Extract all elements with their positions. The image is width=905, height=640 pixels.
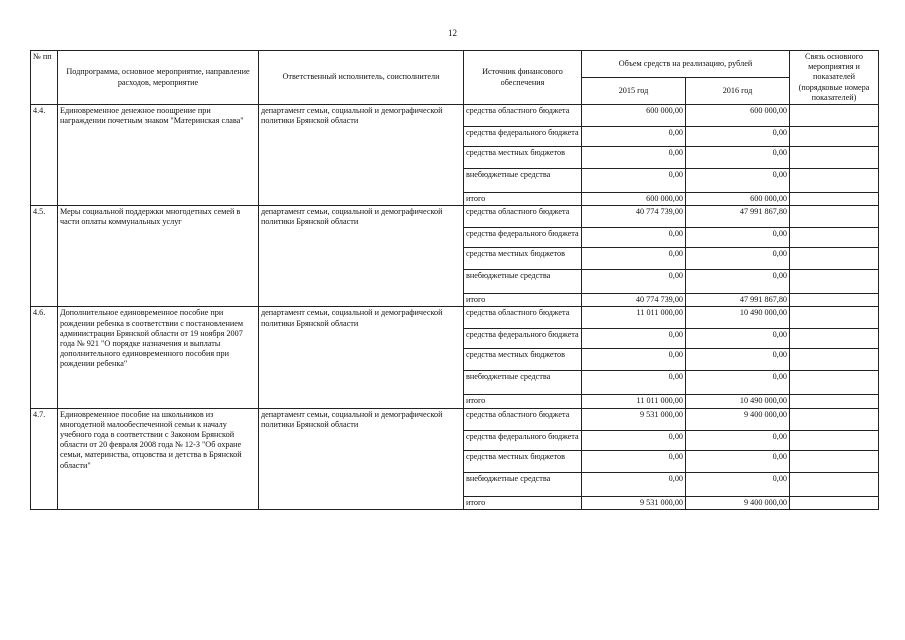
amount-2015: 0,00 [582,450,686,472]
indicator-link [790,472,879,496]
funding-source: средства местных бюджетов [464,248,582,270]
funding-source: внебюджетные средства [464,472,582,496]
amount-2015: 0,00 [582,147,686,169]
amount-2016: 0,00 [686,349,790,371]
amount-2015: 40 774 739,00 [582,206,686,228]
amount-2016: 0,00 [686,270,790,294]
amount-2015: 11 011 000,00 [582,307,686,329]
amount-2016: 0,00 [686,147,790,169]
indicator-link [790,105,879,127]
header-source: Источник финансового обеспечения [464,51,582,105]
amount-2016: 600 000,00 [686,105,790,127]
amount-2016: 9 400 000,00 [686,496,790,509]
amount-2015: 0,00 [582,169,686,193]
amount-2015: 9 531 000,00 [582,496,686,509]
funding-source: средства местных бюджетов [464,147,582,169]
table-body [31,105,879,510]
table-header [31,51,879,105]
amount-2015: 11 011 000,00 [582,395,686,408]
amount-2015: 600 000,00 [582,193,686,206]
item-name: Единовременное денежное поощрение при награждении почетным знаком "Материнская слава" [58,105,259,206]
funding-source: внебюджетные средства [464,169,582,193]
indicator-link [790,127,879,147]
amount-2015: 0,00 [582,270,686,294]
funding-source: итого [464,395,582,408]
funding-source: средства местных бюджетов [464,349,582,371]
amount-2016: 10 490 000,00 [686,395,790,408]
indicator-link [790,450,879,472]
indicator-link [790,496,879,509]
funding-source: средства федерального бюджета [464,127,582,147]
indicator-link [790,228,879,248]
header-name: Подпрограмма, основное мероприятие, направление расходов, мероприятие [58,51,259,105]
funding-source: средства областного бюджета [464,307,582,329]
amount-2015: 600 000,00 [582,105,686,127]
item-name: Дополнительное единовременное пособие при рождении ребенка в соответствии с постановлением администрации Брянской области от 19 ноября 2007 года № 921 "О порядке назначения и выплаты дополнительного единовременного пособия при рождении ребенка" [58,307,259,408]
amount-2016: 47 991 867,80 [686,294,790,307]
page-number: 12 [448,28,457,38]
header-amount: Объем средств на реализацию, рублей [582,51,790,78]
amount-2016: 600 000,00 [686,193,790,206]
indicator-link [790,349,879,371]
funding-source: средства федерального бюджета [464,430,582,450]
amount-2016: 0,00 [686,430,790,450]
funding-source: итого [464,294,582,307]
item-number: 4.5. [31,206,58,307]
funding-source: средства местных бюджетов [464,450,582,472]
item-number: 4.7. [31,408,58,509]
table-row [31,206,879,228]
funding-source: внебюджетные средства [464,371,582,395]
amount-2015: 0,00 [582,472,686,496]
amount-2016: 0,00 [686,371,790,395]
amount-2016: 0,00 [686,472,790,496]
header-executor: Ответственный исполнитель, соисполнители [259,51,464,105]
item-number: 4.4. [31,105,58,206]
indicator-link [790,270,879,294]
table-row [31,105,879,127]
indicator-link [790,371,879,395]
indicator-link [790,294,879,307]
amount-2016: 0,00 [686,127,790,147]
item-name: Меры социальной поддержки многодетных семей в части оплаты коммунальных услуг [58,206,259,307]
item-number: 4.6. [31,307,58,408]
amount-2016: 47 991 867,80 [686,206,790,228]
indicator-link [790,193,879,206]
item-executor: департамент семьи, социальной и демографической политики Брянской области [259,206,464,307]
amount-2015: 0,00 [582,127,686,147]
indicator-link [790,206,879,228]
amount-2016: 0,00 [686,228,790,248]
amount-2015: 0,00 [582,228,686,248]
item-name: Единовременное пособие на школьников из многодетной малообеспеченной семьи к началу учебного года в соответствии с Законом Брянской области от 20 февраля 2008 года № 12-З "Об охране семьи, материнства, отцовства и детства в Брянской области" [58,408,259,509]
indicator-link [790,147,879,169]
amount-2015: 0,00 [582,349,686,371]
funding-table [30,50,879,510]
funding-source: средства областного бюджета [464,105,582,127]
amount-2015: 0,00 [582,430,686,450]
amount-2015: 0,00 [582,329,686,349]
amount-2016: 0,00 [686,169,790,193]
header-number: № пп [31,51,58,105]
indicator-link [790,395,879,408]
amount-2016: 0,00 [686,450,790,472]
item-executor: департамент семьи, социальной и демографической политики Брянской области [259,307,464,408]
item-executor: департамент семьи, социальной и демографической политики Брянской области [259,408,464,509]
indicator-link [790,307,879,329]
amount-2016: 0,00 [686,248,790,270]
amount-2015: 9 531 000,00 [582,408,686,430]
amount-2015: 0,00 [582,371,686,395]
funding-source: внебюджетные средства [464,270,582,294]
funding-source: итого [464,193,582,206]
funding-source: итого [464,496,582,509]
indicator-link [790,248,879,270]
header-year-2015: 2015 год [582,78,686,105]
indicator-link [790,408,879,430]
item-executor: департамент семьи, социальной и демографической политики Брянской области [259,105,464,206]
amount-2016: 10 490 000,00 [686,307,790,329]
amount-2015: 40 774 739,00 [582,294,686,307]
funding-source: средства областного бюджета [464,206,582,228]
header-year-2016: 2016 год [686,78,790,105]
amount-2016: 9 400 000,00 [686,408,790,430]
funding-source: средства федерального бюджета [464,329,582,349]
amount-2016: 0,00 [686,329,790,349]
table-row [31,307,879,329]
indicator-link [790,430,879,450]
indicator-link [790,329,879,349]
indicator-link [790,169,879,193]
funding-source: средства областного бюджета [464,408,582,430]
funding-source: средства федерального бюджета [464,228,582,248]
amount-2015: 0,00 [582,248,686,270]
header-link: Связь основного мероприятия и показателей (порядковые номера показателей) [790,51,879,105]
table-row [31,408,879,430]
